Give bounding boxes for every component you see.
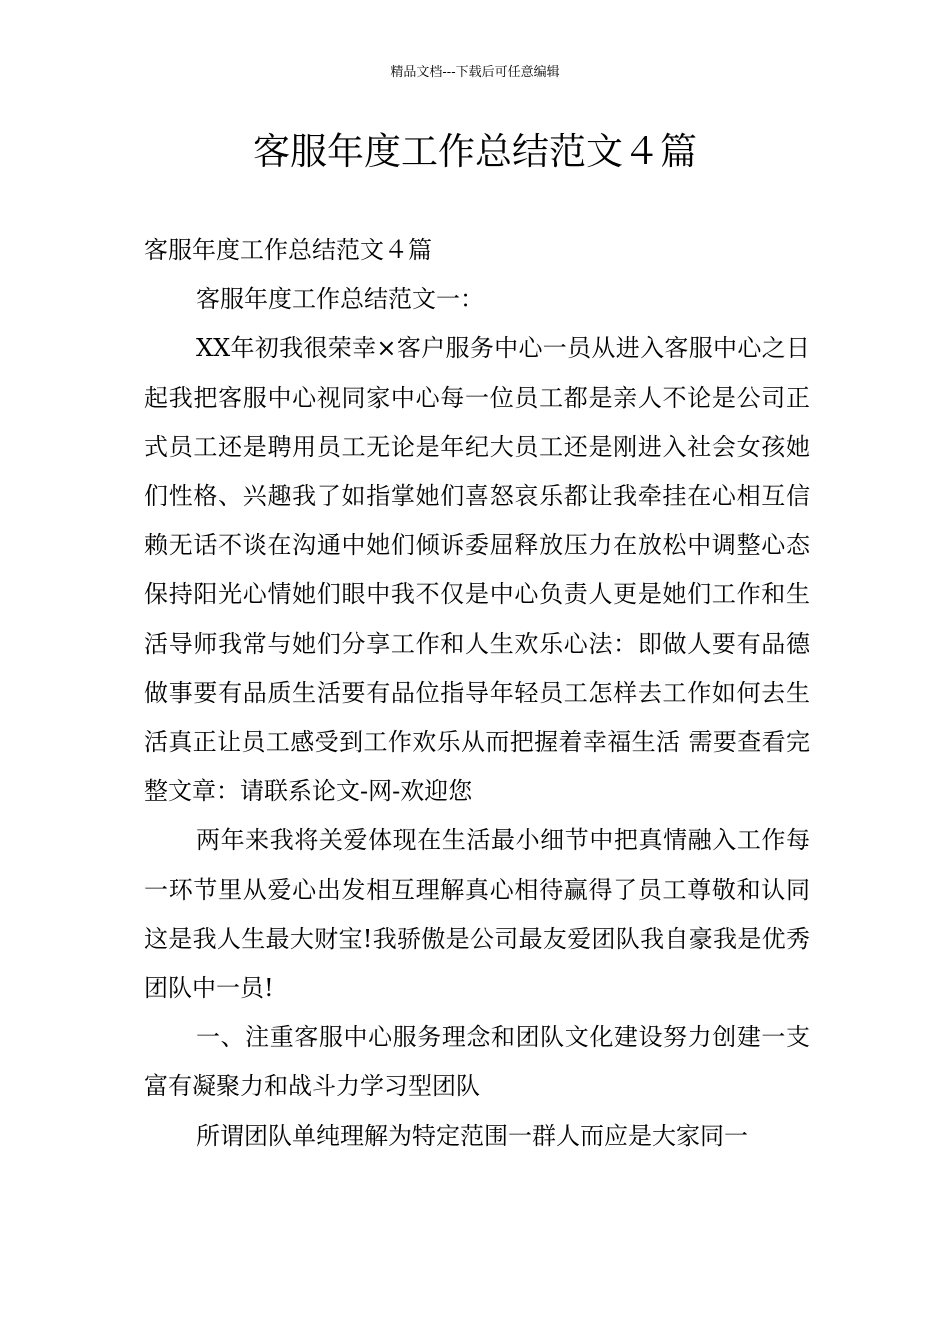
paragraph: 两年来我将关爱体现在生活最小细节中把真情融入工作每一环节里从爱心出发相互理解真心相待赢得了员工尊敬和认同这是我人生最大财宝!我骄傲是公司最友爱团队我自豪我是优秀团队中一员!: [144, 826, 810, 1003]
paragraph: XX年初我很荣幸×客户服务中心一员从进入客服中心之日起我把客服中心视同家中心每一位员工都是亲人不论是公司正式员工还是聘用员工无论是年纪大员工还是刚进入社会女孩她们性格、兴趣我了如指掌她们喜怒哀乐都让我牵挂在心相互信赖无话不谈在沟通中她们倾诉委屈释放压力在放松中调整心态保持阳光心情她们眼中我不仅是中心负责人更是她们工作和生活导师我常与她们分享工作和人生欢乐心法：即做人要有品德做事要有品质生活要有品位指导年轻员工怎样去工作如何去生活真正让员工感受到工作欢乐从而把握着幸福生活 需要查看完整文章：请联系论文-网-欢迎您: [144, 334, 810, 806]
paragraph: 所谓团队单纯理解为特定范围一群人而应是大家同一: [196, 1121, 748, 1150]
paragraph: 客服年度工作总结范文一：: [196, 285, 484, 314]
header-note: 精品文档---下载后可任意编辑: [390, 65, 560, 80]
document-title: 客服年度工作总结范文４篇: [253, 130, 697, 173]
document-body: [144, 226, 810, 1161]
paragraph: 客服年度工作总结范文４篇: [144, 236, 432, 264]
paragraph: 一、注重客服中心服务理念和团队文化建设努力创建一支富有凝聚力和战斗力学习型团队: [144, 1023, 810, 1101]
